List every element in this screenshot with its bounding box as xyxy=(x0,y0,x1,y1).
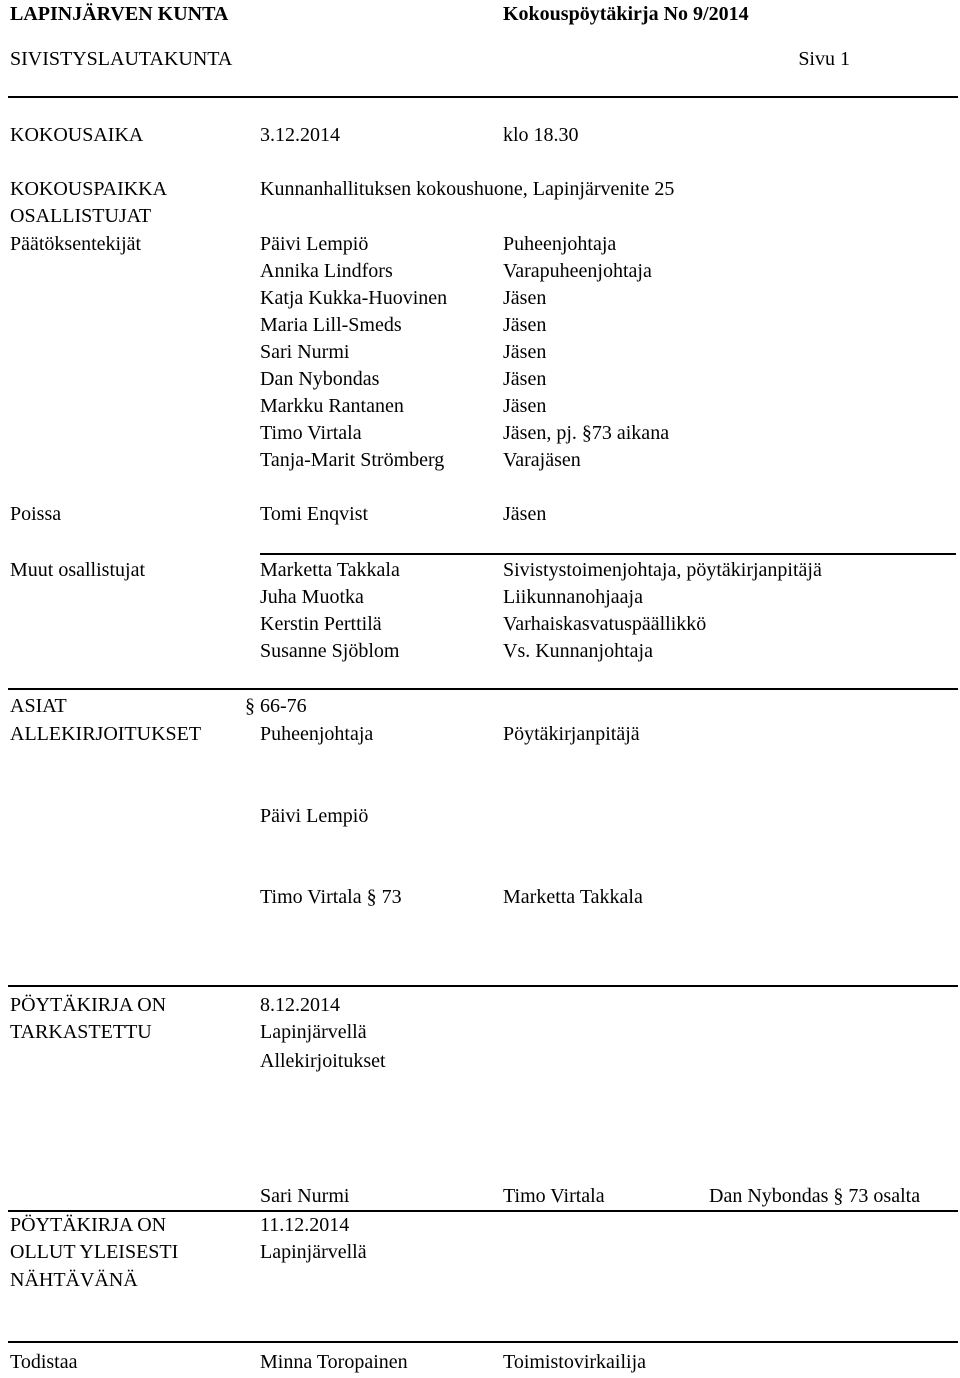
certify-role: Toimistovirkailija xyxy=(503,1351,647,1373)
other-name: Kerstin Perttilä xyxy=(260,613,382,635)
member-name: Annika Lindfors xyxy=(260,260,393,282)
checker-3: Dan Nybondas § 73 osalta xyxy=(709,1185,921,1207)
items-value: § 66-76 xyxy=(245,695,307,717)
public-divider xyxy=(8,1210,958,1212)
certify-name: Minna Toropainen xyxy=(260,1351,408,1373)
other-name: Juha Muotka xyxy=(260,586,364,608)
meeting-place-label: KOKOUSPAIKKA xyxy=(10,178,168,200)
member-name: Sari Nurmi xyxy=(260,341,350,363)
checked-signatures-label: Allekirjoitukset xyxy=(260,1050,386,1072)
secretary-name: Marketta Takkala xyxy=(503,886,643,908)
meeting-date: 3.12.2014 xyxy=(260,124,340,146)
items-divider xyxy=(8,688,958,690)
member-name: Maria Lill-Smeds xyxy=(260,314,402,336)
member-role: Jäsen xyxy=(503,287,547,309)
member-name: Päivi Lempiö xyxy=(260,233,369,255)
checked-label-1: PÖYTÄKIRJA ON xyxy=(10,994,167,1016)
other-name: Susanne Sjöblom xyxy=(260,640,400,662)
other-role: Varhaiskasvatuspäällikkö xyxy=(503,613,707,635)
items-label: ASIAT xyxy=(10,695,67,717)
board-name: SIVISTYSLAUTAKUNTA xyxy=(10,48,233,70)
meeting-place: Kunnanhallituksen kokoushuone, Lapinjärvenite 25 xyxy=(260,178,675,200)
checked-place: Lapinjärvellä xyxy=(260,1021,367,1043)
checker-1: Sari Nurmi xyxy=(260,1185,350,1207)
member-role: Jäsen xyxy=(503,341,547,363)
certify-label: Todistaa xyxy=(10,1351,78,1373)
other-name: Marketta Takkala xyxy=(260,559,400,581)
document-title: Kokouspöytäkirja No 9/2014 xyxy=(503,3,749,25)
chair-label: Puheenjohtaja xyxy=(260,723,374,745)
other-role: Sivistystoimenjohtaja, pöytäkirjanpitäjä xyxy=(503,559,822,581)
public-label-1: PÖYTÄKIRJA ON xyxy=(10,1214,167,1236)
checked-divider xyxy=(8,985,958,987)
decision-makers-label: Päätöksentekijät xyxy=(10,233,142,255)
member-role: Jäsen xyxy=(503,368,547,390)
member-role: Jäsen xyxy=(503,314,547,336)
chair2-name: Timo Virtala § 73 xyxy=(260,886,402,908)
checker-2: Timo Virtala xyxy=(503,1185,605,1207)
member-role: Jäsen xyxy=(503,395,547,417)
header-divider xyxy=(8,96,958,98)
member-name: Timo Virtala xyxy=(260,422,362,444)
participants-label: OSALLISTUJAT xyxy=(10,205,152,227)
secretary-label: Pöytäkirjanpitäjä xyxy=(503,723,640,745)
others-divider xyxy=(260,553,956,555)
public-place: Lapinjärvellä xyxy=(260,1241,367,1263)
org-name: LAPINJÄRVEN KUNTA xyxy=(10,3,229,25)
meeting-time-label: KOKOUSAIKA xyxy=(10,124,144,146)
page-number: Sivu 1 xyxy=(798,48,850,70)
member-name: Tanja-Marit Strömberg xyxy=(260,449,445,471)
absent-name: Tomi Enqvist xyxy=(260,503,369,525)
public-label-2: OLLUT YLEISESTI xyxy=(10,1241,179,1263)
member-name: Markku Rantanen xyxy=(260,395,404,417)
chair-name: Päivi Lempiö xyxy=(260,805,369,827)
member-name: Katja Kukka-Huovinen xyxy=(260,287,448,309)
checked-date: 8.12.2014 xyxy=(260,994,340,1016)
member-name: Dan Nybondas xyxy=(260,368,380,390)
member-role: Varajäsen xyxy=(503,449,581,471)
public-date: 11.12.2014 xyxy=(260,1214,350,1236)
absent-role: Jäsen xyxy=(503,503,547,525)
member-role: Varapuheenjohtaja xyxy=(503,260,652,282)
other-role: Vs. Kunnanjohtaja xyxy=(503,640,653,662)
others-label: Muut osallistujat xyxy=(10,559,145,581)
absent-label: Poissa xyxy=(10,503,62,525)
signatures-label: ALLEKIRJOITUKSET xyxy=(10,723,202,745)
other-role: Liikunnanohjaaja xyxy=(503,586,643,608)
member-role: Jäsen, pj. §73 aikana xyxy=(503,422,670,444)
meeting-clock: klo 18.30 xyxy=(503,124,579,146)
checked-label-2: TARKASTETTU xyxy=(10,1021,152,1043)
certify-divider xyxy=(8,1341,958,1343)
public-label-3: NÄHTÄVÄNÄ xyxy=(10,1269,138,1291)
member-role: Puheenjohtaja xyxy=(503,233,617,255)
